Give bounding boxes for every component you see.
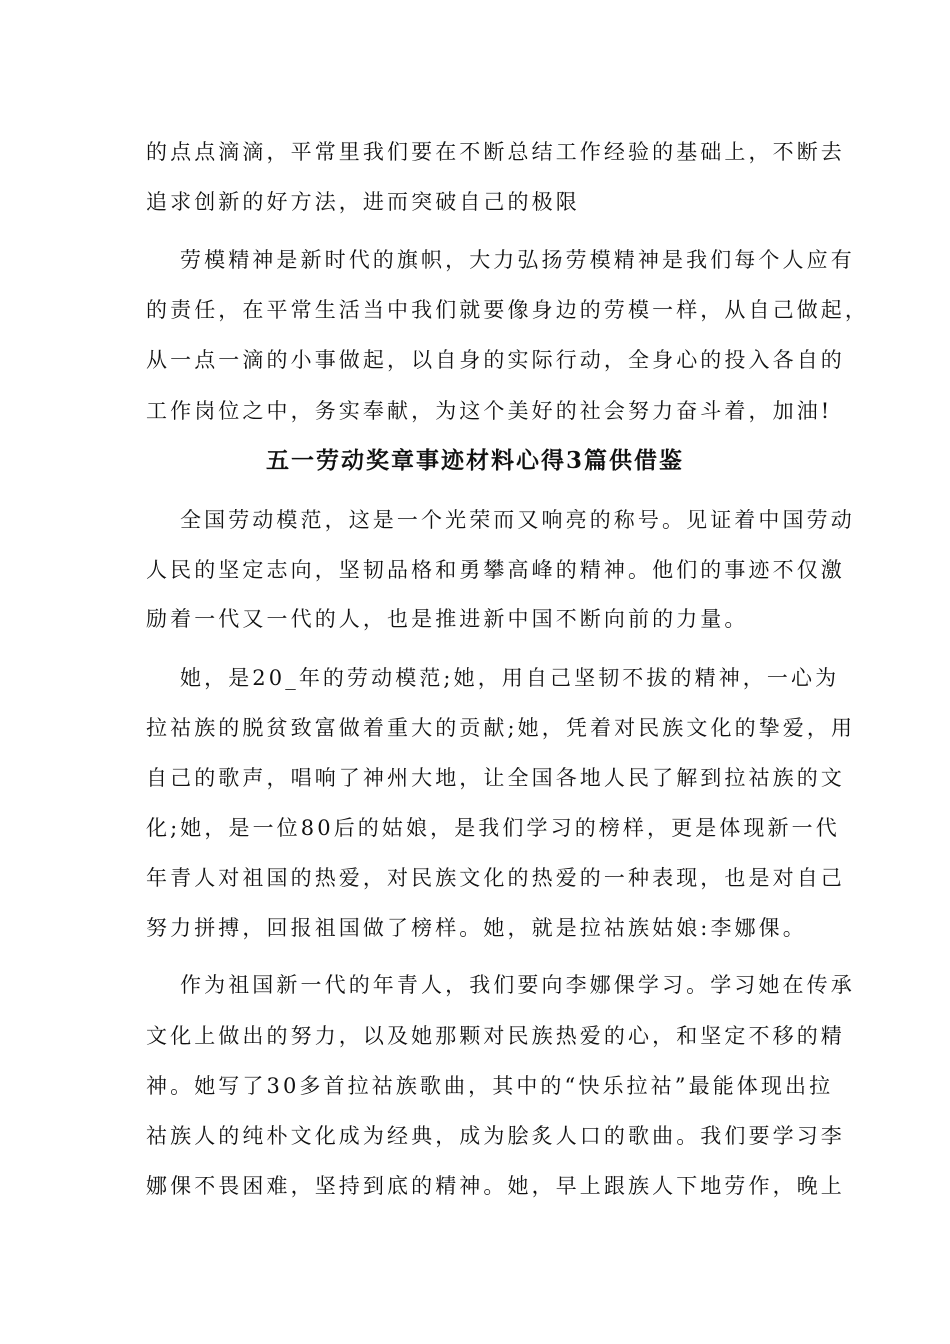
paragraph-line: 祜族人的纯朴文化成为经典，成为脍炙人口的歌曲。我们要学习李 [146,1124,845,1148]
paragraph-line: 全国劳动模范，这是一个光荣而又响亮的称号。见证着中国劳动 [180,508,855,532]
paragraph-line: 工作岗位之中，务实奉献，为这个美好的社会努力奋斗着，加油! [146,399,833,423]
paragraph-line: 努力拼搏，回报祖国做了榜样。她，就是拉祜族姑娘:李娜倮。 [146,916,807,940]
paragraph-line: 文化上做出的努力，以及她那颗对民族热爱的心，和坚定不移的精 [146,1024,845,1048]
paragraph-line: 的责任，在平常生活当中我们就要像身边的劳模一样，从自己做起， [146,298,869,322]
paragraph-line: 的点点滴滴，平常里我们要在不断总结工作经验的基础上，不断去 [146,140,845,164]
paragraph-line: 人民的坚定志向，坚韧品格和勇攀高峰的精神。他们的事迹不仅激 [146,558,845,582]
paragraph-line: 年青人对祖国的热爱，对民族文化的热爱的一种表现，也是对自己 [146,866,845,890]
paragraph-line: 追求创新的好方法，进而突破自己的极限 [146,190,580,214]
paragraph-line: 自己的歌声，唱响了神州大地，让全国各地人民了解到拉祜族的文 [146,766,845,790]
paragraph-line: 神。她写了30多首拉祜族歌曲，其中的“快乐拉祜”最能体现出拉 [146,1074,834,1098]
paragraph-line: 娜倮不畏困难，坚持到底的精神。她，早上跟族人下地劳作，晚上 [146,1174,845,1198]
paragraph-line: 从一点一滴的小事做起，以自身的实际行动，全身心的投入各自的 [146,348,845,372]
paragraph-line: 劳模精神是新时代的旗帜，大力弘扬劳模精神是我们每个人应有 [180,248,855,272]
paragraph-line: 作为祖国新一代的年青人，我们要向李娜倮学习。学习她在传承 [180,973,855,997]
paragraph-line: 化;她，是一位80后的姑娘，是我们学习的榜样，更是体现新一代 [146,816,840,840]
paragraph-line: 拉祜族的脱贫致富做着重大的贡献;她，凭着对民族文化的挚爱，用 [146,716,856,740]
section-title: 五一劳动奖章事迹材料心得3篇供借鉴 [265,447,684,474]
paragraph-line: 她，是20_年的劳动模范;她，用自己坚韧不拔的精神，一心为 [180,666,840,690]
paragraph-line: 励着一代又一代的人，也是推进新中国不断向前的力量。 [146,607,749,631]
